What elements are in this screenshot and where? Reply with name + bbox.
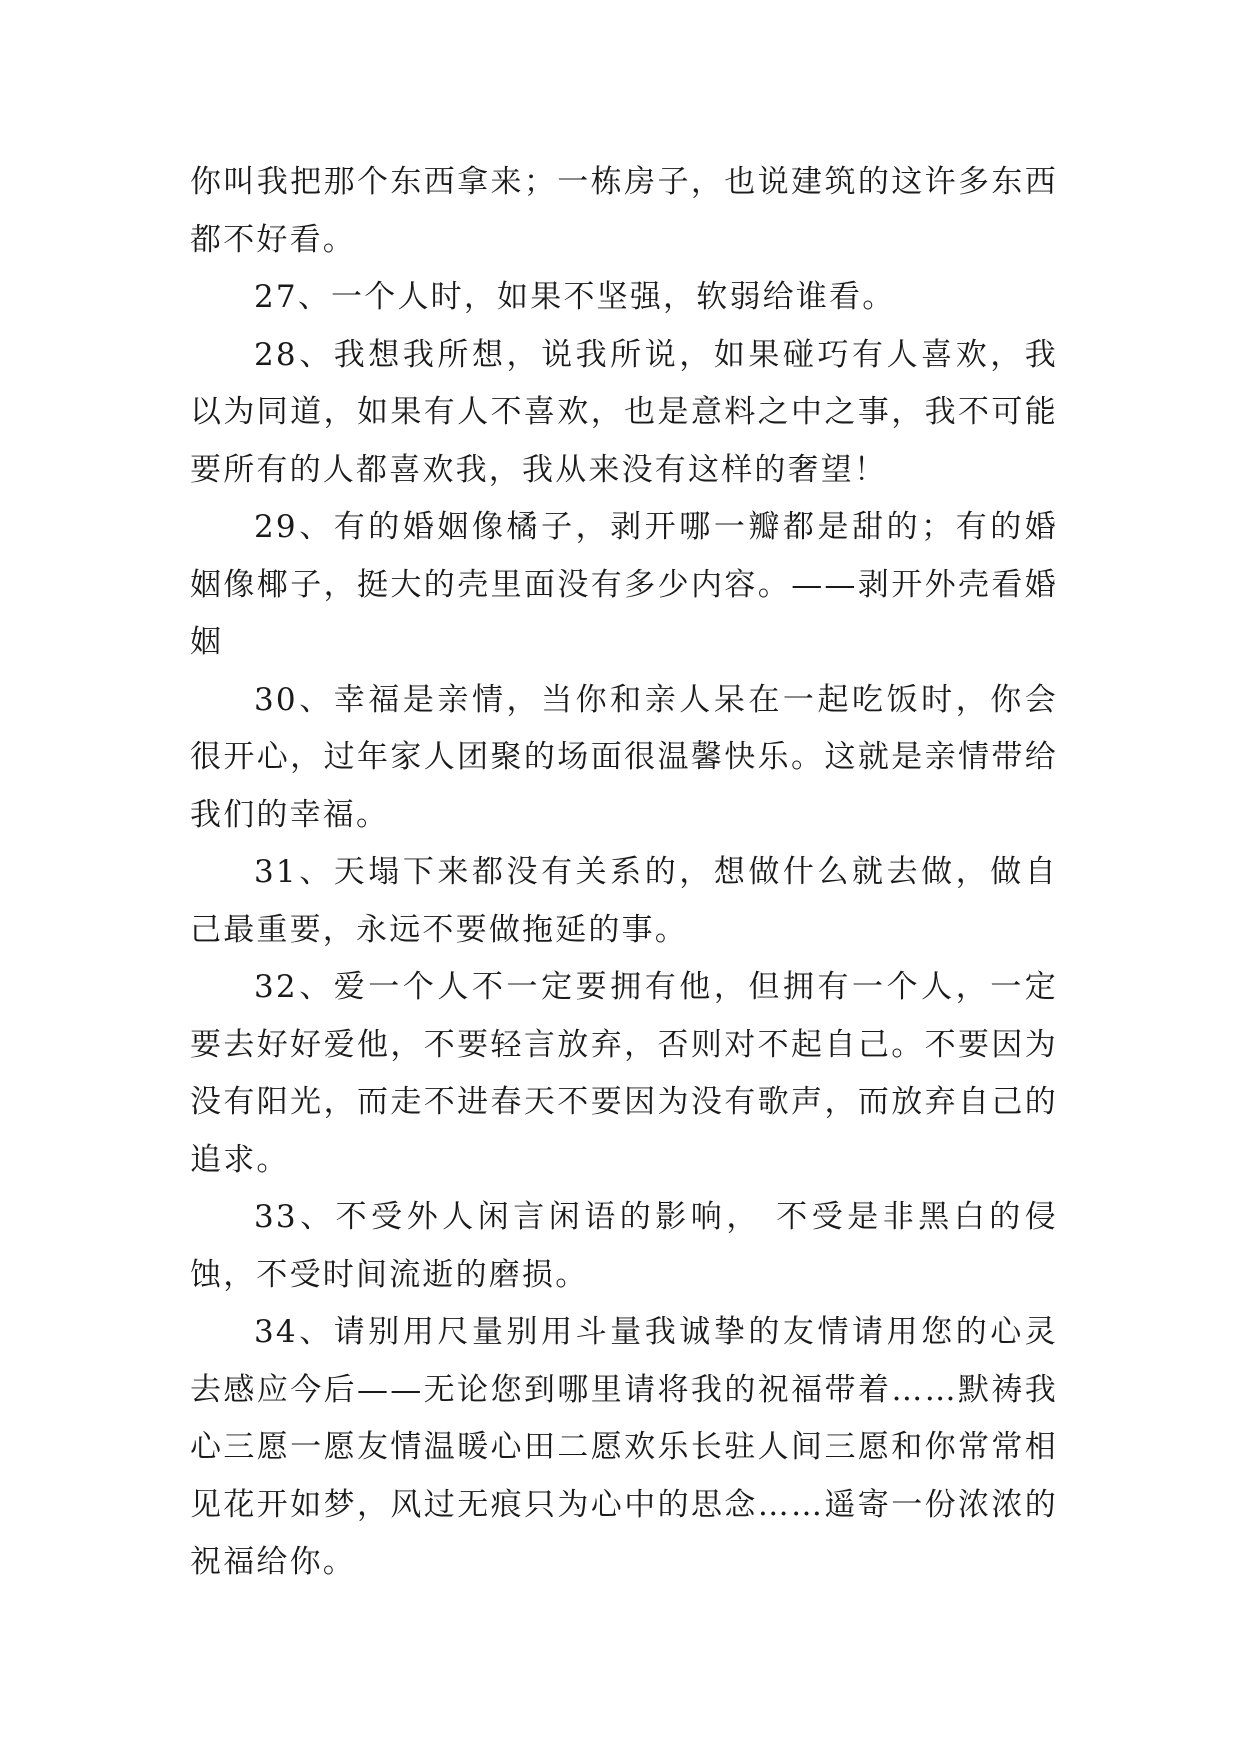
paragraph-30: 30、幸福是亲情，当你和亲人呆在一起吃饭时，你会很开心，过年家人团聚的场面很温馨快乐。这就是亲情带给我们的幸福。 — [190, 681, 1058, 833]
paragraph-34: 34、请别用尺量别用斗量我诚挚的友情请用您的心灵去感应今后——无论您到哪里请将我的祝福带着……默祷我心三愿一愿友情温暖心田二愿欢乐长驻人间三愿和你常常相见花开如梦，风过无痕只为心中的思念……遥寄一份浓浓的祝福给你。 — [190, 1314, 1058, 1580]
paragraph-29: 29、有的婚姻像橘子，剥开哪一瓣都是甜的；有的婚姻像椰子，挺大的壳里面没有多少内容。——剥开外壳看婚姻 — [190, 509, 1058, 660]
paragraph-26-continuation: 你叫我把那个东西拿来；一栋房子，也说建筑的这许多东西都不好看。 — [190, 164, 1058, 258]
document-body — [190, 154, 1058, 1592]
paragraph-31: 31、天塌下来都没有关系的，想做什么就去做，做自己最重要，永远不要做拖延的事。 — [190, 854, 1058, 948]
paragraph-28: 28、我想我所想，说我所说，如果碰巧有人喜欢，我以为同道，如果有人不喜欢，也是意料之中之事，我不可能要所有的人都喜欢我，我从来没有这样的奢望！ — [190, 336, 1058, 488]
paragraph-32: 32、爱一个人不一定要拥有他，但拥有一个人，一定要去好好爱他，不要轻言放弃，否则对不起自己。不要因为没有阳光，而走不进春天不要因为没有歌声，而放弃自己的追求。 — [190, 969, 1058, 1178]
paragraph-27: 27、一个人时，如果不坚强，软弱给谁看。 — [254, 279, 896, 315]
paragraph-33: 33、不受外人闲言闲语的影响， 不受是非黑白的侵蚀，不受时间流逝的磨损。 — [190, 1199, 1058, 1293]
